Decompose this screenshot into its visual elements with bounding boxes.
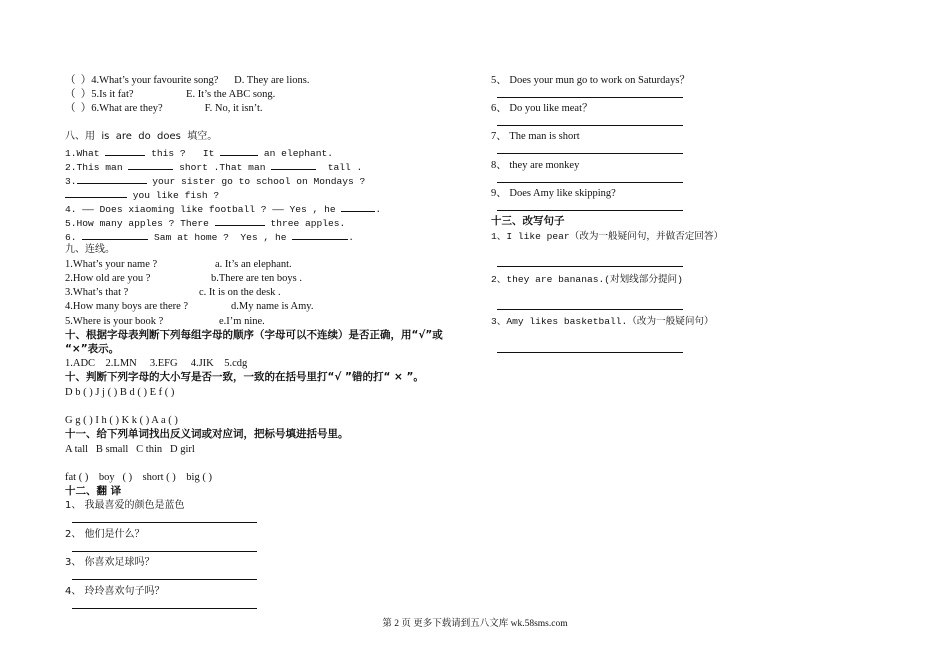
translate-item: 3、 你喜欢足球吗？	[65, 557, 155, 568]
section-8-title: 八、用 is are do does 填空。	[65, 131, 218, 142]
question-item: 9、 Does Amy like skipping?	[491, 188, 616, 199]
letter-groups: 1.ADC 2.LMN 3.EFG 4.JIK 5.cdg	[65, 358, 248, 369]
question-item: 5、 Does your mun go to work on Saturdays？	[491, 75, 690, 86]
match-row: 1.What’s your name ? a. It’s an elephant.	[65, 259, 292, 270]
translate-item: 2、 他们是什么？	[65, 529, 145, 540]
matching-line: （ ）4.What’s your favourite song? D. They are lions.	[65, 75, 310, 86]
question-item: 7、 The man is short	[491, 131, 580, 142]
rewrite-item: 3、Amy likes basketball.（改为一般疑问句）	[491, 316, 714, 327]
match-row: 2.How old are you ? b.There are ten boys .	[65, 273, 302, 284]
answer-line	[497, 352, 683, 353]
question-item: 8、 they are monkey	[491, 160, 580, 171]
section-12-title: 十二、翻 译	[65, 485, 122, 497]
fill-item: 5.How many apples ? There three apples.	[65, 215, 345, 230]
rewrite-item: 1、I like pear（改为一般疑问句，并做否定回答）	[491, 231, 724, 242]
case-row: D b ( ) J j ( ) B d ( ) E f ( )	[65, 387, 175, 398]
answer-line	[497, 125, 683, 126]
fill-item: 4. —— Does xiaoming like football ? —— Yes , he .	[65, 201, 381, 216]
answer-line	[497, 309, 683, 310]
section-13-title: 十三、改写句子	[491, 215, 565, 227]
section-10-title-cont: “×”表示。	[65, 343, 120, 355]
answer-line	[497, 210, 683, 211]
fill-item: 1.What this ? It an elephant.	[65, 145, 333, 160]
answer-line	[72, 522, 257, 523]
fill-item: 2.This man short .That man tall .	[65, 159, 362, 174]
translate-item: 1、 我最喜爱的颜色是蓝色	[65, 500, 185, 511]
fill-item: 6. Sam at home ? Yes , he .	[65, 229, 354, 244]
matching-line: （ ）6.What are they? F. No, it isn’t.	[65, 103, 263, 114]
fill-item: you like fish ?	[65, 187, 219, 202]
translate-item: 4、 玲玲喜欢句子吗？	[65, 586, 165, 597]
answer-line	[72, 579, 257, 580]
answer-line	[497, 97, 683, 98]
match-row: 5.Where is your book ? e.I’m nine.	[65, 316, 265, 327]
section-9-title: 九、连线。	[65, 244, 115, 255]
antonym-words: fat ( ) boy ( ) short ( ) big ( )	[65, 472, 212, 483]
section-10b-title: 十、判断下列字母的大小写是否一致，一致的在括号里打“√ ”错的打“ × ”。	[65, 371, 424, 383]
answer-line	[72, 551, 257, 552]
fill-item: 3. your sister go to school on Mondays ?	[65, 173, 365, 188]
match-row: 4.How many boys are there ? d.My name is Amy.	[65, 301, 314, 312]
question-item: 6、 Do you like meat？	[491, 103, 593, 114]
answer-line	[497, 266, 683, 267]
section-10-title: 十、根据字母表判断下列每组字母的顺序（字母可以不连续）是否正确，用“√”或	[65, 329, 443, 341]
rewrite-item: 2、they are bananas.(对划线部分提问)	[491, 274, 683, 285]
match-row: 3.What’s that ? c. It is on the desk .	[65, 287, 281, 298]
answer-line	[72, 608, 257, 609]
answer-line	[497, 153, 683, 154]
case-row: G g ( ) I h ( ) K k ( ) A a ( )	[65, 415, 178, 426]
matching-line: （ ）5.Is it fat? E. It’s the ABC song.	[65, 89, 276, 100]
answer-line	[497, 182, 683, 183]
page-footer: 第 2 页 更多下载请到五八文库 wk.58sms.com	[382, 619, 568, 629]
section-11-title: 十一、给下列单词找出反义词或对应词，把标号填进括号里。	[65, 428, 349, 440]
antonym-options: A tall B small C thin D girl	[65, 444, 195, 455]
